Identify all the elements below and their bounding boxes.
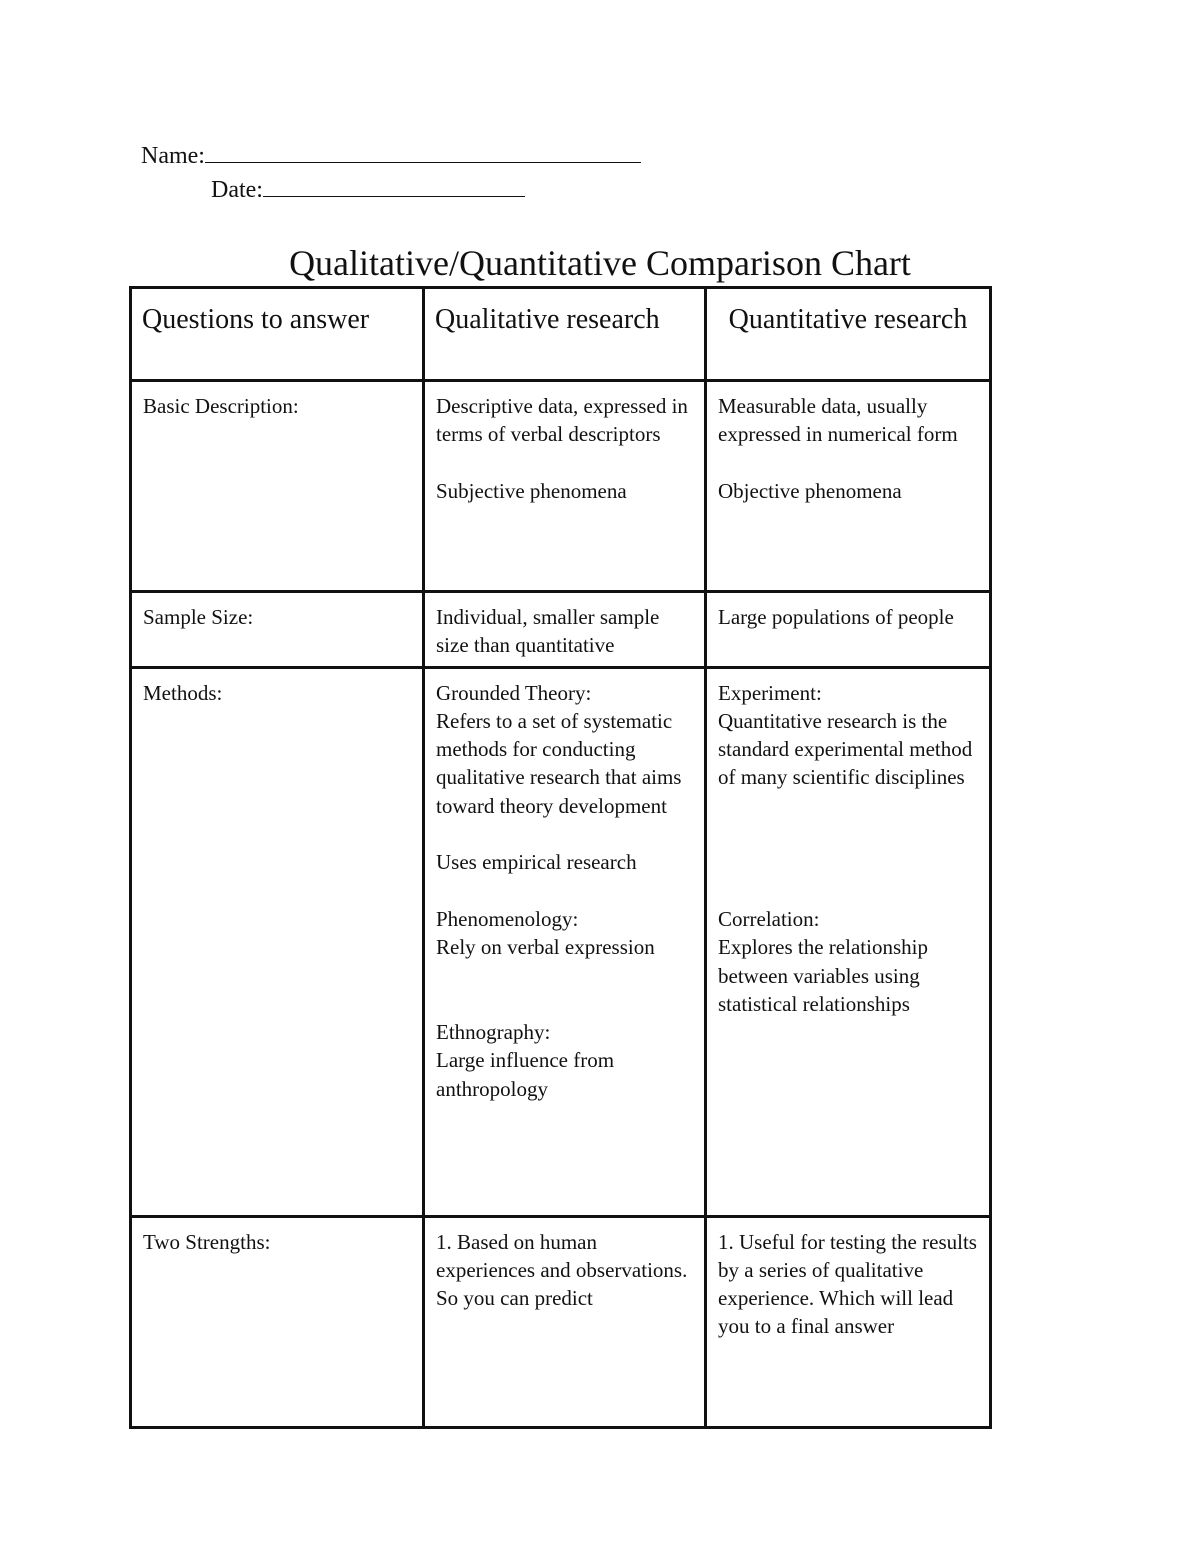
name-field[interactable] bbox=[141, 142, 641, 170]
cell-text: 1. Based on human experiences and observations. So you can predict bbox=[436, 1229, 688, 1311]
date-label: Date: bbox=[211, 177, 263, 203]
cell-text: 1. Useful for testing the results by a series of qualitative experience. Which will lead you to a final answer bbox=[718, 1229, 977, 1339]
quantitative-cell bbox=[706, 592, 991, 668]
cell-text: Uses empirical research bbox=[436, 850, 637, 875]
cell-text: Descriptive data, expressed in terms of verbal descriptors bbox=[436, 394, 688, 447]
table-row-sample-size bbox=[131, 592, 991, 668]
table-row-methods bbox=[131, 667, 991, 1216]
row-label: Two Strengths: bbox=[143, 1229, 271, 1254]
table-row-basic-description bbox=[131, 381, 991, 592]
table-header-row bbox=[131, 288, 991, 381]
cell-text: Large populations of people bbox=[718, 605, 954, 629]
comparison-table bbox=[129, 286, 992, 1429]
cell-text: Refers to a set of systematic methods for conducting qualitative research that aims toward theory development bbox=[436, 708, 682, 818]
cell-text: Measurable data, usually expressed in numerical form bbox=[718, 394, 958, 447]
method-heading: Correlation: bbox=[718, 906, 820, 931]
column-header-questions: Questions to answer bbox=[131, 288, 424, 381]
cell-text: Objective phenomena bbox=[718, 478, 902, 503]
row-label-cell bbox=[131, 381, 424, 592]
column-header-qualitative: Qualitative research bbox=[424, 288, 706, 381]
row-label-cell bbox=[131, 592, 424, 668]
cell-text: Subjective phenomena bbox=[436, 478, 627, 503]
cell-text: Rely on verbal expression bbox=[436, 935, 655, 960]
quantitative-cell bbox=[706, 381, 991, 592]
qualitative-cell bbox=[424, 1216, 706, 1427]
cell-text: Quantitative research is the standard experimental method of many scientific disciplines bbox=[718, 708, 973, 790]
row-label: Sample Size: bbox=[143, 605, 254, 629]
row-label-cell bbox=[131, 1216, 424, 1427]
date-blank-line[interactable] bbox=[263, 176, 525, 197]
method-heading: Phenomenology: bbox=[436, 906, 579, 931]
cell-text: Individual, smaller sample size than quantitative bbox=[436, 605, 660, 658]
name-label: Name: bbox=[141, 143, 205, 169]
table-row-two-strengths bbox=[131, 1216, 991, 1427]
row-label: Methods: bbox=[143, 680, 223, 705]
method-heading: Grounded Theory: bbox=[436, 680, 592, 705]
name-blank-line[interactable] bbox=[205, 142, 641, 163]
quantitative-cell bbox=[706, 1216, 991, 1427]
method-heading: Experiment: bbox=[718, 680, 822, 705]
cell-text: Explores the relationship between variables using statistical relationships bbox=[718, 935, 928, 1016]
cell-text: Large influence from anthropology bbox=[436, 1048, 615, 1101]
column-header-quantitative: Quantitative research bbox=[706, 288, 991, 381]
page-title: Qualitative/Quantitative Comparison Chart bbox=[289, 243, 911, 283]
quantitative-cell bbox=[706, 667, 991, 1216]
qualitative-cell bbox=[424, 592, 706, 668]
qualitative-cell bbox=[424, 381, 706, 592]
method-heading: Ethnography: bbox=[436, 1020, 551, 1045]
row-label: Basic Description: bbox=[143, 394, 299, 418]
row-label-cell bbox=[131, 667, 424, 1216]
date-field[interactable] bbox=[211, 176, 525, 204]
qualitative-cell bbox=[424, 667, 706, 1216]
